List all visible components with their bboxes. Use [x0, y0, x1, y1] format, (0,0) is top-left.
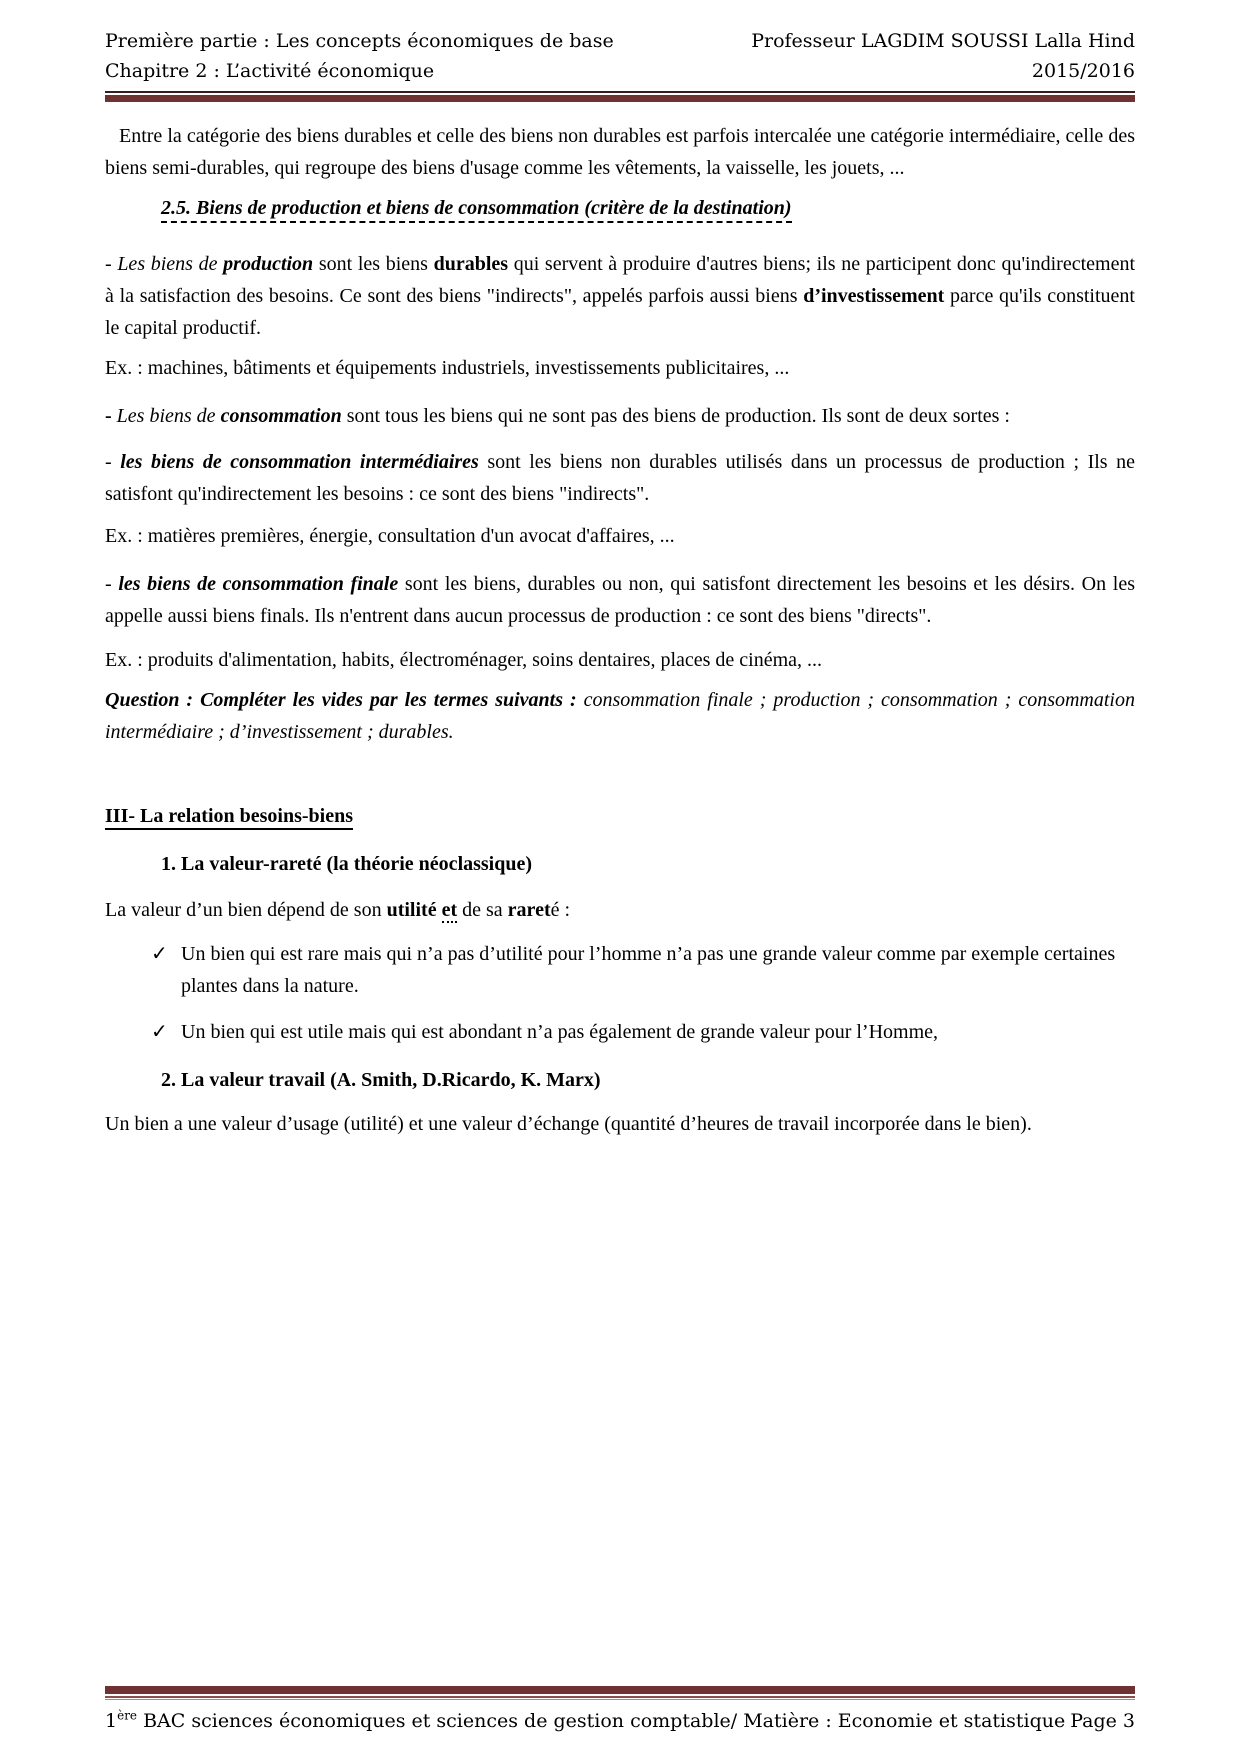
footer-rule [105, 1686, 1135, 1700]
production-definition [105, 248, 1135, 344]
section-3-heading-text: III- La relation besoins-biens [105, 805, 353, 830]
intermediate-text: sont les biens non durables utilisés dans un processus de production ; Ils ne satisfont qu'indirectement les besoins : ce sont des biens "indirects". [105, 451, 1135, 505]
check-bullet-2-text: Un bien qui est utile mais qui est abondant n’a pas également de grande valeur pour l’Homme, [181, 1021, 939, 1043]
production-text-3: parce qu'ils constituent le capital productif. [105, 285, 1135, 339]
footer-grade-number: 1 [105, 1710, 118, 1732]
final-dash: - [105, 573, 119, 595]
page-header [105, 26, 1135, 102]
value-depends-paragraph [105, 894, 1135, 926]
footer-course-text: BAC sciences économiques et sciences de gestion comptable/ Matière : Economie et statistique [137, 1710, 1066, 1732]
footer-page-number: Page 3 [1070, 1710, 1135, 1732]
intermediate-dash: - [105, 451, 121, 473]
intro-paragraph: Entre la catégorie des biens durables et celle des biens non durables est parfois intercalée une catégorie intermédiaire, celle des biens semi-durables, qui regroupe des biens d'usage comme les vêtements, la vaisselle, les jouets, ... [105, 125, 1135, 179]
header-rule-thick-line [105, 95, 1135, 102]
investissement-term: d’investissement [803, 285, 945, 307]
section-3-heading [105, 800, 1135, 832]
section-2-5-heading-text: 2.5. Biens de production et biens de consommation (critère de la destination) [161, 197, 792, 223]
final-example: Ex. : produits d'alimentation, habits, électroménager, soins dentaires, places de cinéma, ... [105, 649, 823, 671]
question-terms: consommation finale ; production ; consommation ; consommation intermédiaire ; d’investissement ; durables. [105, 689, 1135, 743]
header-year: 2015/2016 [1031, 60, 1135, 82]
labor-value-paragraph: Un bien a une valeur d’usage (utilité) et une valeur d’échange (quantité d’heures de travail incorporée dans le bien). [105, 1113, 1032, 1135]
intermediate-example: Ex. : matières premières, énergie, consultation d'un avocat d'affaires, ... [105, 525, 675, 547]
production-text-1: sont les biens [313, 253, 434, 275]
footer-grade-ordinal: ère [117, 1708, 138, 1723]
final-text: sont les biens, durables ou non, qui satisfont directement les besoins et les désirs. On les appelle aussi biens finals. Ils n'entrent dans aucun processus de production : ce sont des biens "directs". [105, 573, 1135, 627]
check-bullet-1 [151, 938, 1135, 1002]
consumption-definition [105, 400, 1135, 432]
header-rule [105, 91, 1135, 102]
value-mid: de sa [457, 899, 508, 921]
production-text-2: qui servent à produire d'autres biens; ils ne participent donc qu'indirectement à la satisfaction des besoins. Ce sont des biens "indirects", appelés parfois aussi biens [105, 253, 1135, 307]
consumption-lead: Les biens de [116, 405, 221, 427]
footer-rule-mid-line [105, 1696, 1135, 1698]
section-2-5-heading [161, 192, 1135, 224]
production-lead: Les biens de [117, 253, 224, 275]
header-left-block [105, 26, 614, 86]
header-chapter: Chapitre 2 : L’activité économique [105, 60, 435, 82]
production-dash: - [105, 253, 118, 275]
final-consumption-definition [105, 568, 1135, 632]
production-term: production [223, 253, 314, 275]
footer-rule-thin-line [105, 1699, 1135, 1700]
header-course-part: Première partie : Les concepts économiques de base [105, 30, 614, 52]
consumption-dash: - [105, 405, 117, 427]
header-right-block [751, 26, 1135, 86]
consumption-text: sont tous les biens qui ne sont pas des biens de production. Ils sont de deux sortes : [341, 405, 1010, 427]
header-professor: Professeur LAGDIM SOUSSI Lalla Hind [751, 30, 1135, 52]
production-example: Ex. : machines, bâtiments et équipements industriels, investissements publicitaires, ... [105, 357, 790, 379]
check-bullet-1-text: Un bien qui est rare mais qui n’a pas d’utilité pour l’homme n’a pas une grande valeur comme par exemple certaines plantes dans la nature. [181, 943, 1116, 997]
checkmark-icon: ✓ [151, 1021, 168, 1043]
intermediate-term: les biens de consommation intermédiaires [120, 451, 479, 473]
subsection-1-heading: 1. La valeur-rareté (la théorie néoclassique) [161, 853, 533, 875]
et-underlined-term: et [441, 899, 458, 921]
rarete-term: raret [507, 899, 551, 921]
footer-rule-thick-line [105, 1686, 1135, 1694]
consumption-term: consommation [220, 405, 342, 427]
subsection-2-heading: 2. La valeur travail (A. Smith, D.Ricardo, K. Marx) [161, 1069, 601, 1091]
checkmark-icon: ✓ [151, 943, 168, 965]
footer-course-info [105, 1706, 1065, 1736]
page-footer [105, 1686, 1135, 1736]
document-body [105, 102, 1135, 1140]
value-lead: La valeur d’un bien dépend de son [105, 899, 387, 921]
question-lead: Question : Compléter les vides par les termes suivants : [105, 689, 584, 711]
value-tail: é : [550, 899, 571, 921]
question-paragraph [105, 684, 1135, 748]
value-space [437, 899, 442, 921]
utilite-term: utilité [386, 899, 437, 921]
durables-term: durables [433, 253, 509, 275]
header-rule-thin-line [105, 91, 1135, 93]
intermediate-consumption-definition [105, 446, 1135, 510]
final-term: les biens de consommation finale [118, 573, 399, 595]
check-bullet-2 [151, 1016, 1135, 1048]
